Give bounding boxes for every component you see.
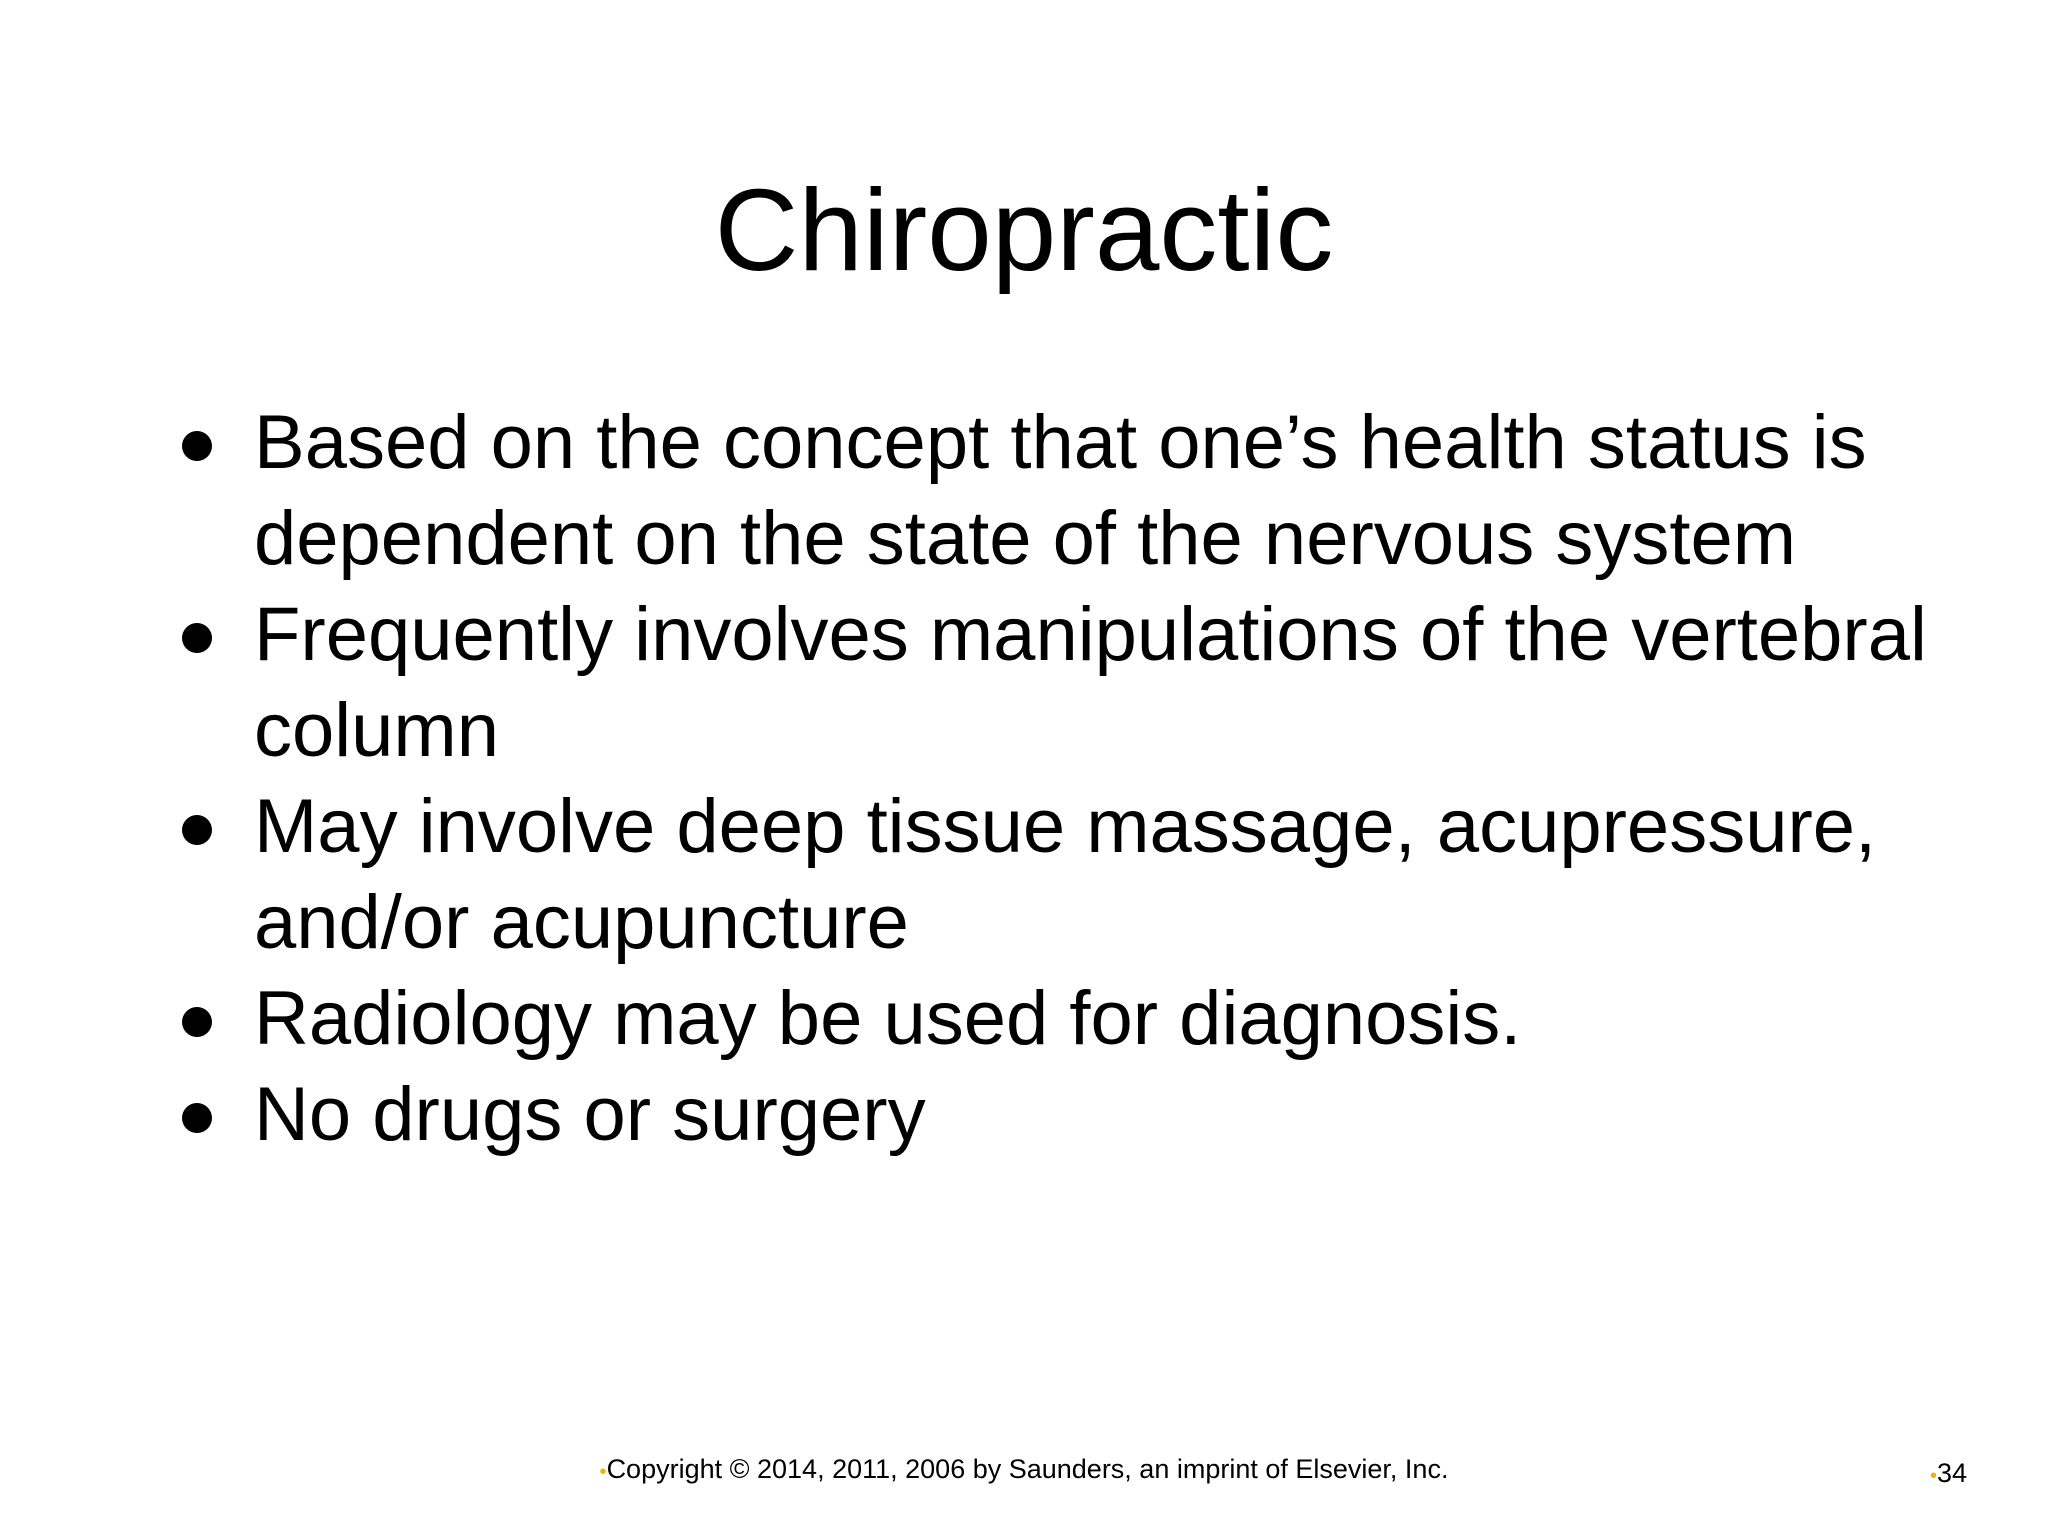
bullet-text: Based on the concept that one’s health status is dependent on the state of the nervous system <box>254 400 1867 581</box>
bullet-item <box>178 779 1938 971</box>
bullet-text: No drugs or surgery <box>254 1072 926 1157</box>
bullet-text: May involve deep tissue massage, acupressure, and/or acupuncture <box>254 784 1877 965</box>
bullet-icon <box>182 1007 212 1037</box>
copyright-text: Copyright © 2014, 2011, 2006 by Saunders, an imprint of Elsevier, Inc. <box>606 1454 1449 1484</box>
bullet-item <box>178 971 1938 1067</box>
page-number-text: 34 <box>1937 1458 1968 1488</box>
page-number <box>1930 1456 1967 1493</box>
bullet-icon <box>182 431 212 461</box>
bullet-text: Frequently involves manipulations of the vertebral column <box>254 592 1927 773</box>
bullet-icon <box>182 623 212 653</box>
bullet-list <box>178 395 1938 1163</box>
bullet-icon <box>182 1103 212 1133</box>
page-bullet-icon: • <box>1930 1465 1938 1487</box>
copyright-footer <box>0 1452 2048 1489</box>
bullet-icon <box>182 815 212 845</box>
bullet-item <box>178 1067 1938 1163</box>
bullet-text: Radiology may be used for diagnosis. <box>254 976 1522 1061</box>
bullet-item <box>178 587 1938 779</box>
slide-title: Chiropractic <box>714 165 1334 295</box>
bullet-item <box>178 395 1938 587</box>
footer-bullet-icon: • <box>599 1461 607 1483</box>
